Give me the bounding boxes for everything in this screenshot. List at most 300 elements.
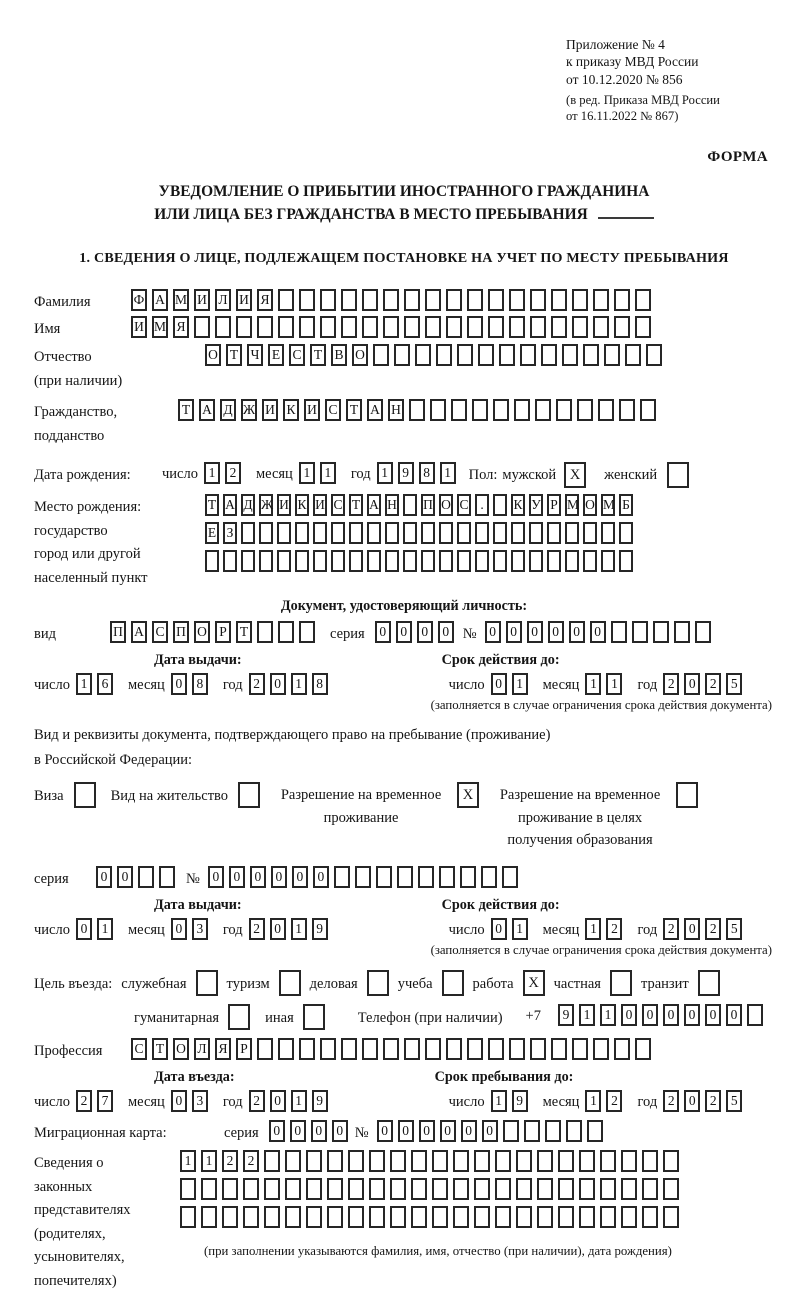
char-box[interactable] [503, 1120, 519, 1142]
char-box[interactable]: 0 [663, 1004, 679, 1026]
char-box[interactable] [530, 316, 546, 338]
char-box[interactable]: 2 [243, 1150, 259, 1172]
char-box[interactable] [425, 316, 441, 338]
char-box[interactable]: Д [241, 494, 255, 516]
char-box[interactable] [467, 289, 483, 311]
char-box[interactable]: Я [215, 1038, 231, 1060]
char-box[interactable] [259, 550, 273, 572]
char-box[interactable]: 0 [375, 621, 391, 643]
char-box[interactable] [537, 1206, 553, 1228]
char-box[interactable] [432, 1150, 448, 1172]
char-box[interactable] [257, 621, 273, 643]
char-box[interactable]: 1 [76, 673, 92, 695]
char-box[interactable] [299, 621, 315, 643]
char-box[interactable] [285, 1150, 301, 1172]
char-box[interactable]: 2 [606, 1090, 622, 1112]
char-box[interactable] [572, 316, 588, 338]
char-box[interactable] [488, 289, 504, 311]
char-box[interactable] [264, 1178, 280, 1200]
char-box[interactable]: 0 [569, 621, 585, 643]
char-box[interactable] [537, 1178, 553, 1200]
char-box[interactable] [535, 399, 551, 421]
char-box[interactable]: 1 [491, 1090, 507, 1112]
char-box[interactable]: С [325, 399, 341, 421]
char-box[interactable] [390, 1178, 406, 1200]
char-box[interactable]: 0 [642, 1004, 658, 1026]
char-box[interactable] [509, 1038, 525, 1060]
char-box[interactable] [348, 1178, 364, 1200]
char-box[interactable]: В [331, 344, 347, 366]
char-box[interactable] [367, 522, 381, 544]
char-box[interactable] [583, 550, 597, 572]
char-box[interactable]: Я [257, 289, 273, 311]
char-box[interactable]: 5 [726, 673, 742, 695]
char-box[interactable]: П [173, 621, 189, 643]
char-box[interactable] [362, 1038, 378, 1060]
char-box[interactable] [295, 522, 309, 544]
char-box[interactable]: 9 [512, 1090, 528, 1112]
char-box[interactable] [243, 1178, 259, 1200]
char-box[interactable] [516, 1150, 532, 1172]
char-box[interactable] [621, 1206, 637, 1228]
char-box[interactable] [509, 316, 525, 338]
char-box[interactable] [642, 1206, 658, 1228]
char-box[interactable]: А [152, 289, 168, 311]
char-box[interactable] [600, 1178, 616, 1200]
char-box[interactable] [511, 522, 525, 544]
char-box[interactable] [642, 1178, 658, 1200]
char-box[interactable]: М [565, 494, 579, 516]
char-box[interactable]: 0 [396, 621, 412, 643]
char-box[interactable] [495, 1206, 511, 1228]
char-box[interactable] [572, 1038, 588, 1060]
char-box[interactable] [259, 522, 273, 544]
char-box[interactable] [439, 866, 455, 888]
char-box[interactable] [313, 522, 327, 544]
char-box[interactable]: Н [388, 399, 404, 421]
char-box[interactable] [278, 289, 294, 311]
char-box[interactable]: А [367, 399, 383, 421]
char-box[interactable] [306, 1150, 322, 1172]
char-box[interactable]: Т [236, 621, 252, 643]
char-box[interactable] [299, 1038, 315, 1060]
char-box[interactable] [587, 1120, 603, 1142]
char-box[interactable]: Л [194, 1038, 210, 1060]
char-box[interactable] [558, 1150, 574, 1172]
char-box[interactable]: М [601, 494, 615, 516]
char-box[interactable] [425, 1038, 441, 1060]
char-box[interactable]: . [475, 494, 489, 516]
char-box[interactable] [264, 1206, 280, 1228]
char-box[interactable]: 0 [527, 621, 543, 643]
char-box[interactable]: Т [152, 1038, 168, 1060]
char-box[interactable]: А [367, 494, 381, 516]
char-box[interactable]: 0 [171, 918, 187, 940]
char-box[interactable] [598, 399, 614, 421]
char-box[interactable]: И [304, 399, 320, 421]
char-box[interactable] [635, 1038, 651, 1060]
char-box[interactable]: 0 [229, 866, 245, 888]
char-box[interactable] [278, 316, 294, 338]
char-box[interactable]: Л [215, 289, 231, 311]
char-box[interactable]: Е [205, 522, 219, 544]
char-box[interactable]: 3 [192, 1090, 208, 1112]
checkbox-female[interactable] [667, 462, 689, 488]
char-box[interactable] [236, 316, 252, 338]
char-box[interactable]: 6 [97, 673, 113, 695]
char-box[interactable] [547, 550, 561, 572]
char-box[interactable] [411, 1178, 427, 1200]
char-box[interactable]: 2 [249, 918, 265, 940]
char-box[interactable]: 0 [590, 621, 606, 643]
checkbox-residence-permit[interactable] [238, 782, 260, 808]
char-box[interactable]: М [173, 289, 189, 311]
char-box[interactable] [467, 316, 483, 338]
char-box[interactable]: 0 [438, 621, 454, 643]
char-box[interactable] [446, 316, 462, 338]
char-box[interactable] [474, 1178, 490, 1200]
char-box[interactable] [614, 1038, 630, 1060]
char-box[interactable] [243, 1206, 259, 1228]
char-box[interactable]: 0 [482, 1120, 498, 1142]
char-box[interactable]: С [152, 621, 168, 643]
char-box[interactable] [551, 316, 567, 338]
char-box[interactable] [285, 1178, 301, 1200]
char-box[interactable] [257, 316, 273, 338]
char-box[interactable]: Т [349, 494, 363, 516]
char-box[interactable] [403, 522, 417, 544]
char-box[interactable] [593, 1038, 609, 1060]
char-box[interactable]: 0 [311, 1120, 327, 1142]
char-box[interactable]: 1 [201, 1150, 217, 1172]
char-box[interactable]: 1 [97, 918, 113, 940]
char-box[interactable]: 1 [377, 462, 393, 484]
char-box[interactable] [349, 522, 363, 544]
char-box[interactable] [481, 866, 497, 888]
char-box[interactable] [635, 289, 651, 311]
char-box[interactable] [241, 550, 255, 572]
char-box[interactable]: 0 [290, 1120, 306, 1142]
char-box[interactable] [541, 344, 557, 366]
char-box[interactable]: Т [346, 399, 362, 421]
char-box[interactable] [451, 399, 467, 421]
char-box[interactable]: 0 [270, 918, 286, 940]
char-box[interactable] [600, 1206, 616, 1228]
char-box[interactable]: 1 [512, 918, 528, 940]
char-box[interactable] [474, 1150, 490, 1172]
checkbox-temporary-residence[interactable]: X [457, 782, 479, 808]
char-box[interactable]: И [236, 289, 252, 311]
char-box[interactable] [577, 399, 593, 421]
char-box[interactable] [201, 1206, 217, 1228]
char-box[interactable] [614, 289, 630, 311]
char-box[interactable]: 0 [269, 1120, 285, 1142]
char-box[interactable] [562, 344, 578, 366]
char-box[interactable]: 1 [291, 673, 307, 695]
char-box[interactable] [397, 866, 413, 888]
char-box[interactable]: 0 [96, 866, 112, 888]
char-box[interactable]: 1 [440, 462, 456, 484]
char-box[interactable]: 8 [312, 673, 328, 695]
char-box[interactable]: 0 [621, 1004, 637, 1026]
char-box[interactable] [478, 344, 494, 366]
char-box[interactable] [619, 550, 633, 572]
char-box[interactable] [403, 494, 417, 516]
char-box[interactable]: 0 [491, 673, 507, 695]
char-box[interactable] [409, 399, 425, 421]
char-box[interactable]: 0 [250, 866, 266, 888]
char-box[interactable]: 0 [171, 673, 187, 695]
char-box[interactable] [355, 866, 371, 888]
char-box[interactable] [453, 1206, 469, 1228]
char-box[interactable] [404, 1038, 420, 1060]
char-box[interactable] [579, 1178, 595, 1200]
char-box[interactable]: А [223, 494, 237, 516]
char-box[interactable] [558, 1178, 574, 1200]
char-box[interactable] [621, 1150, 637, 1172]
char-box[interactable] [663, 1178, 679, 1200]
char-box[interactable]: Р [215, 621, 231, 643]
char-box[interactable] [446, 289, 462, 311]
char-box[interactable]: 1 [180, 1150, 196, 1172]
char-box[interactable]: М [152, 316, 168, 338]
char-box[interactable] [493, 550, 507, 572]
char-box[interactable] [579, 1150, 595, 1172]
char-box[interactable] [348, 1150, 364, 1172]
char-box[interactable]: 9 [312, 1090, 328, 1112]
char-box[interactable] [509, 289, 525, 311]
char-box[interactable] [583, 522, 597, 544]
char-box[interactable]: 2 [225, 462, 241, 484]
char-box[interactable] [516, 1178, 532, 1200]
char-box[interactable]: К [283, 399, 299, 421]
char-box[interactable] [373, 344, 389, 366]
char-box[interactable] [138, 866, 154, 888]
char-box[interactable]: О [439, 494, 453, 516]
char-box[interactable] [547, 522, 561, 544]
checkbox-male[interactable]: X [564, 462, 586, 488]
char-box[interactable] [453, 1178, 469, 1200]
char-box[interactable] [663, 1150, 679, 1172]
char-box[interactable] [460, 866, 476, 888]
char-box[interactable] [642, 1150, 658, 1172]
char-box[interactable]: У [529, 494, 543, 516]
char-box[interactable]: 0 [417, 621, 433, 643]
char-box[interactable] [446, 1038, 462, 1060]
char-box[interactable] [215, 316, 231, 338]
char-box[interactable] [362, 289, 378, 311]
char-box[interactable] [299, 316, 315, 338]
char-box[interactable]: 9 [312, 918, 328, 940]
char-box[interactable]: 1 [204, 462, 220, 484]
char-box[interactable] [421, 550, 435, 572]
char-box[interactable] [537, 1150, 553, 1172]
char-box[interactable]: И [262, 399, 278, 421]
char-box[interactable]: Р [547, 494, 561, 516]
char-box[interactable] [551, 1038, 567, 1060]
char-box[interactable]: 0 [377, 1120, 393, 1142]
checkbox-official[interactable] [196, 970, 218, 996]
char-box[interactable]: 1 [585, 673, 601, 695]
char-box[interactable] [205, 550, 219, 572]
char-box[interactable]: 0 [705, 1004, 721, 1026]
char-box[interactable] [457, 522, 471, 544]
char-box[interactable]: И [277, 494, 291, 516]
char-box[interactable] [341, 316, 357, 338]
char-box[interactable] [493, 494, 507, 516]
char-box[interactable] [383, 316, 399, 338]
char-box[interactable] [493, 522, 507, 544]
char-box[interactable]: 0 [313, 866, 329, 888]
char-box[interactable] [327, 1206, 343, 1228]
char-box[interactable] [593, 289, 609, 311]
char-box[interactable] [430, 399, 446, 421]
char-box[interactable] [611, 621, 627, 643]
char-box[interactable]: 0 [684, 918, 700, 940]
char-box[interactable]: С [131, 1038, 147, 1060]
char-box[interactable]: 2 [705, 918, 721, 940]
char-box[interactable]: 2 [663, 673, 679, 695]
char-box[interactable] [600, 1150, 616, 1172]
char-box[interactable] [475, 522, 489, 544]
char-box[interactable] [241, 522, 255, 544]
char-box[interactable] [180, 1178, 196, 1200]
char-box[interactable] [472, 399, 488, 421]
char-box[interactable] [747, 1004, 763, 1026]
char-box[interactable]: С [289, 344, 305, 366]
char-box[interactable] [453, 1150, 469, 1172]
char-box[interactable] [194, 316, 210, 338]
char-box[interactable]: Т [310, 344, 326, 366]
char-box[interactable] [299, 289, 315, 311]
char-box[interactable] [514, 399, 530, 421]
char-box[interactable] [583, 344, 599, 366]
char-box[interactable] [502, 866, 518, 888]
char-box[interactable]: С [457, 494, 471, 516]
char-box[interactable]: 1 [600, 1004, 616, 1026]
char-box[interactable] [565, 522, 579, 544]
char-box[interactable]: 8 [419, 462, 435, 484]
char-box[interactable] [277, 550, 291, 572]
char-box[interactable]: 2 [249, 673, 265, 695]
char-box[interactable]: 0 [491, 918, 507, 940]
char-box[interactable]: Ж [259, 494, 273, 516]
char-box[interactable] [625, 344, 641, 366]
char-box[interactable] [331, 522, 345, 544]
checkbox-business[interactable] [367, 970, 389, 996]
char-box[interactable] [348, 1206, 364, 1228]
char-box[interactable] [334, 866, 350, 888]
checkbox-visa[interactable] [74, 782, 96, 808]
char-box[interactable]: 9 [398, 462, 414, 484]
char-box[interactable] [404, 289, 420, 311]
char-box[interactable] [285, 1206, 301, 1228]
char-box[interactable] [601, 550, 615, 572]
char-box[interactable]: 1 [291, 1090, 307, 1112]
char-box[interactable]: К [511, 494, 525, 516]
char-box[interactable] [558, 1206, 574, 1228]
char-box[interactable]: 0 [684, 673, 700, 695]
char-box[interactable] [551, 289, 567, 311]
char-box[interactable] [341, 289, 357, 311]
char-box[interactable]: Н [385, 494, 399, 516]
char-box[interactable] [418, 866, 434, 888]
char-box[interactable] [376, 866, 392, 888]
char-box[interactable] [619, 522, 633, 544]
char-box[interactable]: 0 [270, 1090, 286, 1112]
char-box[interactable] [425, 289, 441, 311]
char-box[interactable]: 0 [398, 1120, 414, 1142]
char-box[interactable]: 5 [726, 918, 742, 940]
char-box[interactable]: 0 [506, 621, 522, 643]
char-box[interactable]: 2 [663, 1090, 679, 1112]
char-box[interactable]: О [173, 1038, 189, 1060]
char-box[interactable] [432, 1178, 448, 1200]
char-box[interactable] [327, 1178, 343, 1200]
char-box[interactable] [653, 621, 669, 643]
char-box[interactable] [362, 316, 378, 338]
char-box[interactable]: 1 [579, 1004, 595, 1026]
char-box[interactable] [565, 550, 579, 572]
char-box[interactable]: О [205, 344, 221, 366]
char-box[interactable]: П [421, 494, 435, 516]
char-box[interactable] [306, 1206, 322, 1228]
char-box[interactable]: С [331, 494, 345, 516]
char-box[interactable] [619, 399, 635, 421]
char-box[interactable] [432, 1206, 448, 1228]
char-box[interactable] [495, 1178, 511, 1200]
char-box[interactable] [320, 1038, 336, 1060]
char-box[interactable]: 0 [726, 1004, 742, 1026]
char-box[interactable]: К [295, 494, 309, 516]
char-box[interactable]: О [194, 621, 210, 643]
char-box[interactable] [264, 1150, 280, 1172]
char-box[interactable] [369, 1150, 385, 1172]
char-box[interactable]: Ф [131, 289, 147, 311]
char-box[interactable]: 0 [440, 1120, 456, 1142]
char-box[interactable] [520, 344, 536, 366]
char-box[interactable]: 2 [606, 918, 622, 940]
char-box[interactable] [621, 1178, 637, 1200]
char-box[interactable] [488, 1038, 504, 1060]
char-box[interactable]: 0 [684, 1090, 700, 1112]
char-box[interactable] [320, 316, 336, 338]
char-box[interactable] [257, 1038, 273, 1060]
checkbox-transit[interactable] [698, 970, 720, 996]
char-box[interactable] [566, 1120, 582, 1142]
char-box[interactable] [295, 550, 309, 572]
char-box[interactable] [601, 522, 615, 544]
char-box[interactable]: 0 [171, 1090, 187, 1112]
char-box[interactable]: И [194, 289, 210, 311]
char-box[interactable] [341, 1038, 357, 1060]
char-box[interactable]: Р [236, 1038, 252, 1060]
char-box[interactable] [488, 316, 504, 338]
char-box[interactable] [674, 621, 690, 643]
checkbox-private[interactable] [610, 970, 632, 996]
char-box[interactable]: 2 [76, 1090, 92, 1112]
char-box[interactable] [222, 1178, 238, 1200]
char-box[interactable] [201, 1178, 217, 1200]
char-box[interactable]: 0 [332, 1120, 348, 1142]
char-box[interactable] [614, 316, 630, 338]
char-box[interactable]: Ч [247, 344, 263, 366]
char-box[interactable]: 1 [606, 673, 622, 695]
checkbox-temporary-residence-education[interactable] [676, 782, 698, 808]
char-box[interactable] [415, 344, 431, 366]
char-box[interactable] [394, 344, 410, 366]
checkbox-other-purpose[interactable] [303, 1004, 325, 1030]
